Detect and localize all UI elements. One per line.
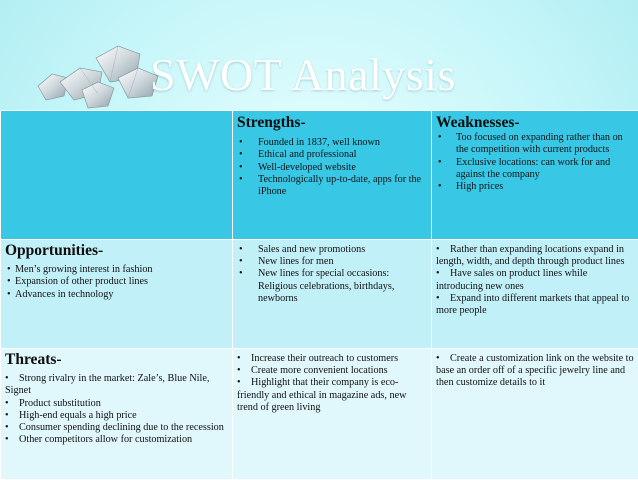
list-item: • Founded in 1837, well known — [237, 137, 427, 149]
list-item: • Technologically up-to-date, apps for the iPhone — [237, 174, 427, 198]
opportunities-list — [5, 264, 228, 301]
list-item: • Sales and new promotions — [237, 244, 427, 256]
opportunities-heading: Opportunities- — [5, 245, 228, 257]
list-item: • Consumer spending declining due to the recession — [5, 422, 228, 434]
weaknesses-list — [436, 132, 634, 193]
list-item: • Create more convenient locations — [237, 365, 427, 377]
slide-title: SWOT Analysis — [150, 48, 510, 106]
empty-corner-cell — [1, 111, 233, 240]
opportunities-cell — [1, 240, 233, 349]
list-item: • Expand into different markets that appeal to more people — [436, 293, 634, 317]
threats-cell — [1, 349, 233, 480]
list-item: • High-end equals a high price — [5, 410, 228, 422]
list-item: • Too focused on expanding rather than on the competition with current products — [436, 132, 634, 156]
so-list — [237, 244, 427, 305]
st-cell — [233, 349, 432, 480]
weaknesses-cell — [432, 111, 638, 240]
list-item: • Expansion of other product lines — [5, 276, 228, 288]
swot-table — [0, 110, 638, 480]
strengths-list — [237, 137, 427, 198]
list-item: • Rather than expanding locations expand in length, width, and depth through product lines — [436, 244, 634, 268]
table-row-header — [1, 111, 638, 240]
table-row-threats — [1, 349, 638, 480]
table-row-opportunities — [1, 240, 638, 349]
diamonds-icon — [18, 38, 168, 116]
strengths-heading: Strengths- — [237, 117, 427, 129]
wt-cell — [432, 349, 638, 480]
list-item: • Men’s growing interest in fashion — [5, 264, 228, 276]
list-item: • New lines for men — [237, 256, 427, 268]
list-item: • Other competitors allow for customization — [5, 434, 228, 446]
list-item: • Increase their outreach to customers — [237, 353, 427, 365]
list-item: • Highlight that their company is eco-friendly and ethical in magazine ads, new trend of green living — [237, 377, 427, 414]
list-item: • Product substitution — [5, 398, 228, 410]
weaknesses-heading: Weaknesses- — [436, 117, 634, 129]
list-item: • Ethical and professional — [237, 149, 427, 161]
list-item: • Create a customization link on the website to base an order off of a specific jewelry line and then customize details to it — [436, 353, 634, 390]
list-item: • Strong rivalry in the market: Zale’s, Blue Nile, Signet — [5, 373, 228, 397]
list-item: • New lines for special occasions: Religious celebrations, birthdays, newborns — [237, 268, 427, 305]
list-item: • Well-developed website — [237, 162, 427, 174]
threats-heading: Threats- — [5, 354, 228, 366]
list-item: • Advances in technology — [5, 289, 228, 301]
list-item: • Exclusive locations: can work for and against the company — [436, 157, 634, 181]
strengths-cell — [233, 111, 432, 240]
list-item: • High prices — [436, 181, 634, 193]
list-item: • Have sales on product lines while introducing new ones — [436, 268, 634, 292]
so-cell — [233, 240, 432, 349]
wo-cell — [432, 240, 638, 349]
